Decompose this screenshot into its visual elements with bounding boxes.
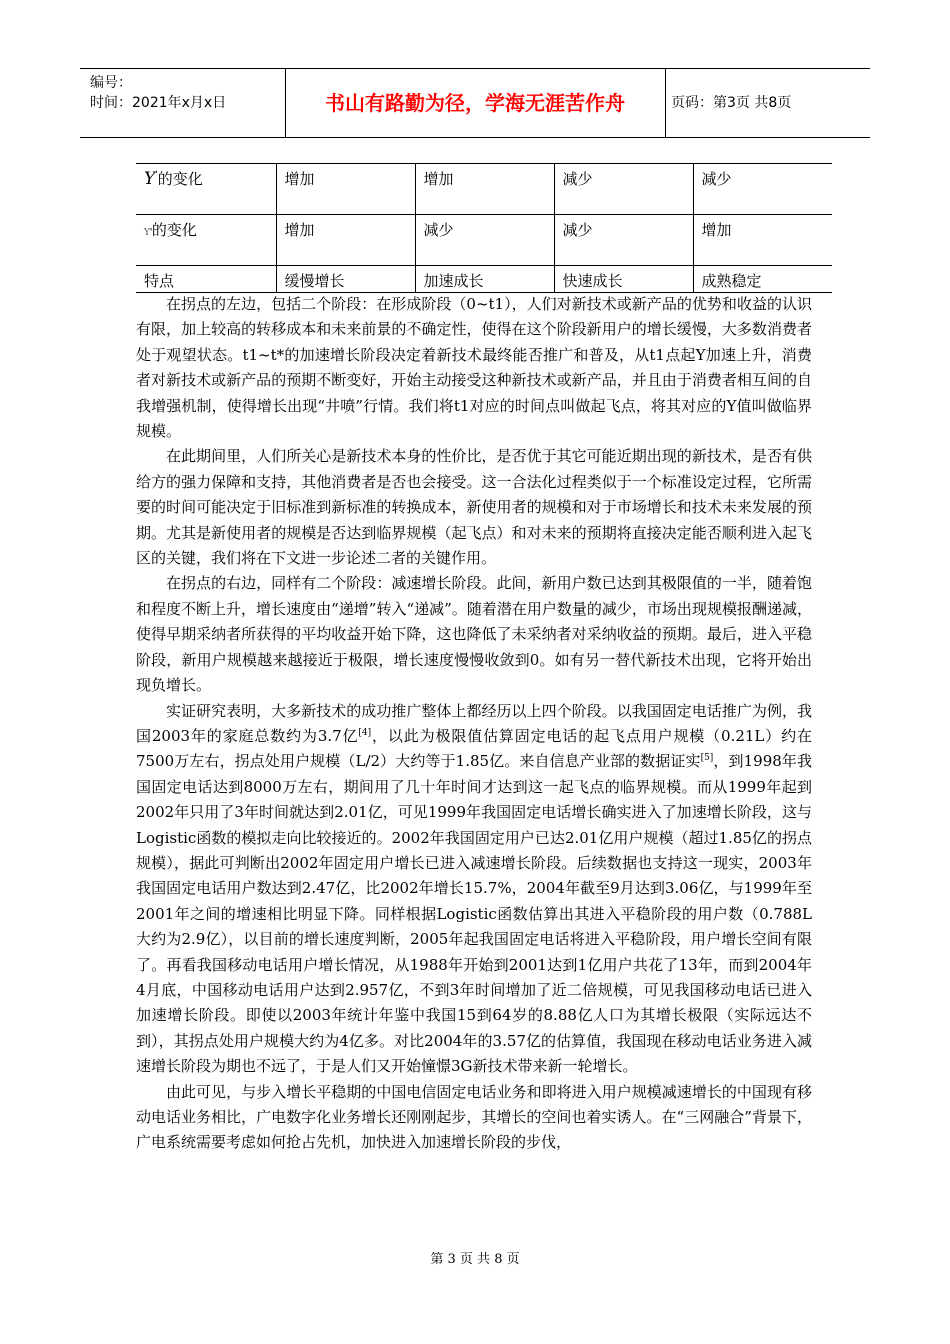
y-double-prime-symbol: Y'' [144,228,152,238]
paragraph: 实证研究表明，大多新技术的成功推广整体上都经历以上四个阶段。以我国固定电话推广为例，我国2003年的家庭总数约为3.7亿[4]，以此为极限值估算固定电话的起飞点用户规模（0.21L）约在7500万左右，拐点处用户规模（L/2）大约等于1.85亿。来自信息产业部的数据证实[5]，到1998年我国固定电话达到8000万左右，期间用了几十年时间才达到这一起飞点的临界规模。而从1999年起到2002年只用了3年时间就达到2.01亿，可见1999年我国固定电话增长确实进入了加速增长阶段，这与Logistic函数的模拟走向比较接近的。2002年我国固定用户已达2.01亿用户规模（超过1.85亿的拐点规模），据此可判断出2002年固定用户增长已进入减速增长阶段。后续数据也支持这一现实，2003年我国固定电话用户数达到2.47亿，比2002年增长15.7%，2004年截至9月达到3.06亿，与1999年至2001年之间的增速相比明显下降。同样根据Logistic函数估算出其进入平稳阶段的用户数（0.788L大约为2.9亿），以目前的增长速度判断，2005年起我国固定电话将进入平稳阶段，用户增长空间有限了。再看我国移动电话用户增长情况，从1988年开始到2001达到1亿用户共花了13年，而到2004年4月底，中国移动电话用户达到2.957亿，不到3年时间增加了近二倍规模，可见我国移动电话已进入加速增长阶段。即使以2003年统计年鉴中我国15到64岁的8.88亿人口为其增长极限（实际远达不到），其拐点处用户规模大约为4亿多。对比2004年的3.57亿的估算值，我国现在移动电话业务进入减速增长阶段为期也不远了，于是人们又开始憧憬3G新技术带来新一轮增长。 [136,701,812,1076]
body-text [136,292,812,1156]
page-header [80,68,870,138]
table-cell: 增加 [276,164,415,215]
row-header-y-double-prime: Y''的变化 [136,215,276,266]
header-number: 编号： [90,75,132,91]
table-cell: 减少 [554,215,693,266]
table-cell: 增加 [276,215,415,266]
header-meta [90,73,226,113]
row-header-y-prime: Y'的变化 [136,164,276,215]
stage-table [136,163,832,293]
table-cell: 加速成长 [415,266,554,293]
paragraph: 在拐点的左边，包括二个阶段：在形成阶段（0~t1），人们对新技术或新产品的优势和收益的认识有限，加上较高的转移成本和未来前景的不确定性，使得在这个阶段新用户的增长缓慢，大多数消费者处于观望状态。t1~t*的加速增长阶段决定着新技术最终能否推广和普及，从t1点起Y加速上升，消费者对新技术或新产品的预期不断变好，开始主动接受这种新技术或新产品，并且由于消费者相互间的自我增强机制，使得增长出现“井喷”行情。我们将t1对应的时间点叫做起飞点，将其对应的Y值叫做临界规模。 [136,295,812,441]
table-row [136,215,832,266]
paragraph: 在拐点的右边，同样有二个阶段：减速增长阶段。此间，新用户数已达到其极限值的一半，随着饱和程度不断上升，增长速度由“递增”转入“递减”。随着潜在用户数量的减少，市场出现规模报酬递减，使得早期采纳者所获得的平均收益开始下降，这也降低了未采纳者对采纳收益的预期。最后，进入平稳阶段，新用户规模越来越接近于极限，增长速度慢慢收敛到0。如有另一替代新技术出现，它将开始出现负增长。 [136,574,812,695]
citation-ref: [4] [358,727,372,738]
header-motto: 书山有路勤为径，学海无涯苦作舟 [325,91,625,115]
table-row [136,266,832,293]
y-prime-symbol: Y' [144,169,158,189]
header-page-number: 页码：第3页 共8页 [671,95,792,111]
row-header-feature: 特点 [136,266,276,293]
header-time: 时间：2021年x月x日 [90,95,227,111]
table-cell: 减少 [693,164,832,215]
table-cell: 增加 [415,164,554,215]
table-row [136,164,832,215]
table-cell: 成熟稳定 [693,266,832,293]
citation-ref: [5] [700,753,714,764]
table-cell: 快速成长 [554,266,693,293]
page-footer: 第 3 页 共 8 页 [430,1252,520,1267]
table-cell: 减少 [415,215,554,266]
table-cell: 增加 [693,215,832,266]
table-cell: 缓慢增长 [276,266,415,293]
table-cell: 减少 [554,164,693,215]
paragraph: 由此可见，与步入增长平稳期的中国电信固定电话业务和即将进入用户规模减速增长的中国现有移动电话业务相比，广电数字化业务增长还刚刚起步，其增长的空间也着实诱人。在“三网融合”背景下，广电系统需要考虑如何抢占先机，加快进入加速增长阶段的步伐， [136,1082,812,1152]
paragraph: 在此期间里，人们所关心是新技术本身的性价比，是否优于其它可能近期出现的新技术，是否有供给方的强力保障和支持，其他消费者是否也会接受。这一合法化过程类似于一个标准设定过程，它所需要的时间可能决定于旧标准到新标准的转换成本，新使用者的规模和对于市场增长和技术未来发展的预期。尤其是新使用者的规模是否达到临界规模（起飞点）和对未来的预期将直接决定能否顺利进入起飞区的关键，我们将在下文进一步论述二者的关键作用。 [136,447,812,568]
